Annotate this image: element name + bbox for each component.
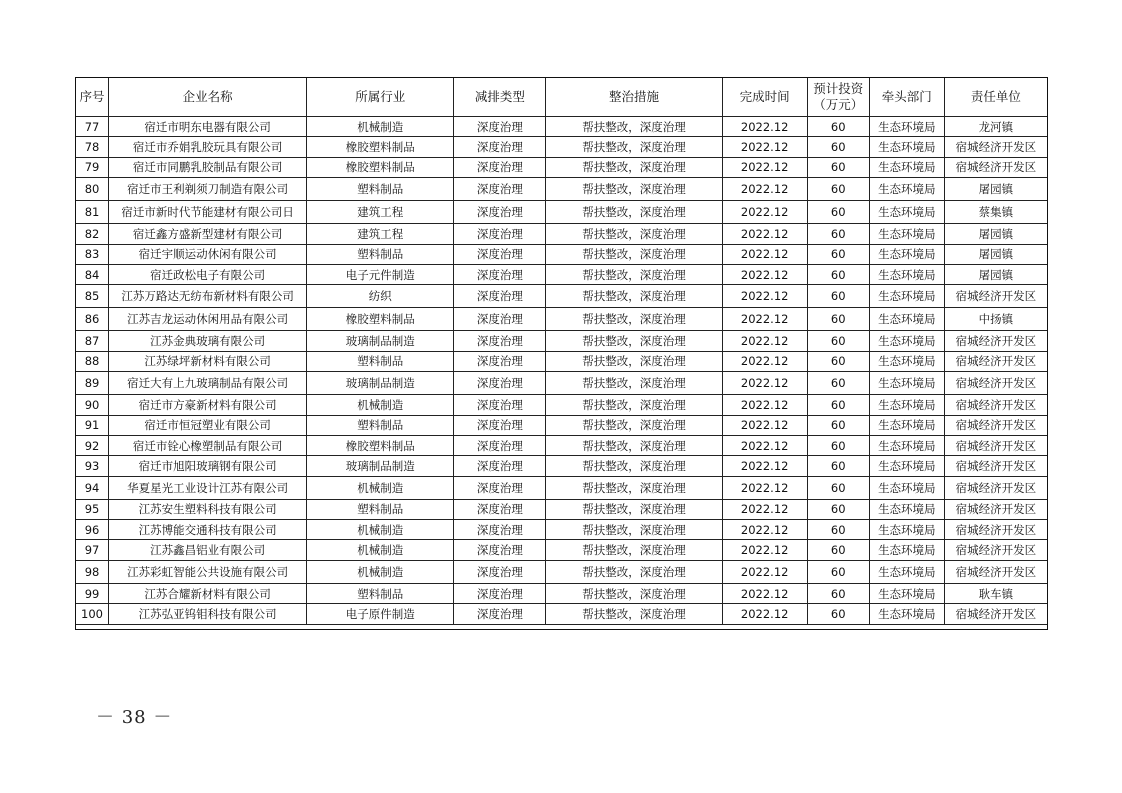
cell-responsible-unit: 宿城经济开发区 [944, 372, 1047, 395]
cell-serial: 94 [76, 476, 109, 499]
cell-measures: 帮扶整改，深度治理 [546, 476, 722, 499]
cell-completion-time: 2022.12 [722, 264, 807, 284]
cell-reduction-type: 深度治理 [454, 540, 546, 560]
cell-company-name: 江苏金典玻璃有限公司 [109, 331, 307, 351]
cell-completion-time: 2022.12 [722, 351, 807, 371]
cell-measures: 帮扶整改，深度治理 [546, 178, 722, 201]
cell-company-name: 宿迁市铨心橡塑制品有限公司 [109, 435, 307, 455]
cell-company-name: 宿迁市明东电器有限公司 [109, 117, 307, 137]
cell-lead-department: 生态环境局 [869, 415, 944, 435]
cell-investment: 60 [807, 137, 869, 157]
cell-reduction-type: 深度治理 [454, 224, 546, 244]
cell-serial: 85 [76, 285, 109, 308]
cell-completion-time: 2022.12 [722, 604, 807, 624]
table-header [76, 78, 1048, 117]
cell-investment: 60 [807, 372, 869, 395]
cell-measures: 帮扶整改，深度治理 [546, 285, 722, 308]
cell-investment: 60 [807, 351, 869, 371]
table-row [76, 201, 1048, 224]
cell-reduction-type: 深度治理 [454, 308, 546, 331]
cell-lead-department: 生态环境局 [869, 224, 944, 244]
table-row [76, 244, 1048, 264]
cell-industry: 电子原件制造 [307, 604, 454, 624]
cell-industry: 机械制造 [307, 520, 454, 540]
cell-responsible-unit: 宿城经济开发区 [944, 560, 1047, 583]
cell-completion-time: 2022.12 [722, 137, 807, 157]
cell-completion-time: 2022.12 [722, 372, 807, 395]
cell-measures: 帮扶整改，深度治理 [546, 157, 722, 177]
cell-company-name: 宿迁市恒冠塑业有限公司 [109, 415, 307, 435]
cell-responsible-unit: 耿车镇 [944, 583, 1047, 603]
table-body [76, 117, 1048, 625]
cell-investment: 60 [807, 395, 869, 415]
cell-measures: 帮扶整改，深度治理 [546, 560, 722, 583]
cell-lead-department: 生态环境局 [869, 201, 944, 224]
cell-measures: 帮扶整改，深度治理 [546, 499, 722, 519]
cell-reduction-type: 深度治理 [454, 264, 546, 284]
cell-responsible-unit: 宿城经济开发区 [944, 351, 1047, 371]
cell-serial: 98 [76, 560, 109, 583]
cell-company-name: 宿迁宇顺运动休闲有限公司 [109, 244, 307, 264]
cell-responsible-unit: 宿城经济开发区 [944, 395, 1047, 415]
cell-responsible-unit: 宿城经济开发区 [944, 520, 1047, 540]
cell-lead-department: 生态环境局 [869, 560, 944, 583]
cell-lead-department: 生态环境局 [869, 499, 944, 519]
cell-lead-department: 生态环境局 [869, 520, 944, 540]
cell-responsible-unit: 屠园镇 [944, 264, 1047, 284]
cell-lead-department: 生态环境局 [869, 137, 944, 157]
cell-company-name: 江苏合耀新材料有限公司 [109, 583, 307, 603]
cell-responsible-unit: 屠园镇 [944, 178, 1047, 201]
cell-serial: 87 [76, 331, 109, 351]
cell-industry: 塑料制品 [307, 583, 454, 603]
cell-serial: 84 [76, 264, 109, 284]
cell-company-name: 宿迁市乔娟乳胶玩具有限公司 [109, 137, 307, 157]
cell-company-name: 宿迁市方豪新材料有限公司 [109, 395, 307, 415]
cell-industry: 塑料制品 [307, 244, 454, 264]
header-industry: 所属行业 [307, 78, 454, 117]
cell-lead-department: 生态环境局 [869, 244, 944, 264]
cell-investment: 60 [807, 476, 869, 499]
cell-completion-time: 2022.12 [722, 560, 807, 583]
table-row [76, 604, 1048, 624]
cell-completion-time: 2022.12 [722, 285, 807, 308]
cell-measures: 帮扶整改，深度治理 [546, 308, 722, 331]
cell-responsible-unit: 宿城经济开发区 [944, 476, 1047, 499]
table-row [76, 540, 1048, 560]
cell-investment: 60 [807, 308, 869, 331]
cell-lead-department: 生态环境局 [869, 331, 944, 351]
cell-reduction-type: 深度治理 [454, 395, 546, 415]
cell-serial: 90 [76, 395, 109, 415]
cell-serial: 95 [76, 499, 109, 519]
header-completion-time: 完成时间 [722, 78, 807, 117]
cell-completion-time: 2022.12 [722, 540, 807, 560]
cell-measures: 帮扶整改，深度治理 [546, 456, 722, 476]
cell-industry: 塑料制品 [307, 351, 454, 371]
cell-completion-time: 2022.12 [722, 520, 807, 540]
cell-serial: 78 [76, 137, 109, 157]
cell-company-name: 江苏博能交通科技有限公司 [109, 520, 307, 540]
cell-industry: 机械制造 [307, 476, 454, 499]
cell-responsible-unit: 屠园镇 [944, 224, 1047, 244]
cell-company-name: 宿迁政松电子有限公司 [109, 264, 307, 284]
cell-serial: 86 [76, 308, 109, 331]
cell-serial: 83 [76, 244, 109, 264]
cell-industry: 电子元件制造 [307, 264, 454, 284]
cell-completion-time: 2022.12 [722, 331, 807, 351]
cell-responsible-unit: 宿城经济开发区 [944, 604, 1047, 624]
table-row [76, 351, 1048, 371]
cell-lead-department: 生态环境局 [869, 604, 944, 624]
cell-investment: 60 [807, 285, 869, 308]
cell-measures: 帮扶整改，深度治理 [546, 520, 722, 540]
table-row [76, 264, 1048, 284]
header-lead-department: 牵头部门 [869, 78, 944, 117]
cell-completion-time: 2022.12 [722, 456, 807, 476]
cell-reduction-type: 深度治理 [454, 157, 546, 177]
cell-industry: 机械制造 [307, 395, 454, 415]
cell-investment: 60 [807, 499, 869, 519]
cell-measures: 帮扶整改，深度治理 [546, 201, 722, 224]
cell-industry: 橡胶塑料制品 [307, 157, 454, 177]
cell-reduction-type: 深度治理 [454, 456, 546, 476]
table-row [76, 520, 1048, 540]
header-reduction-type: 减排类型 [454, 78, 546, 117]
cell-industry: 塑料制品 [307, 178, 454, 201]
cell-investment: 60 [807, 540, 869, 560]
cell-industry: 橡胶塑料制品 [307, 308, 454, 331]
table-row [76, 308, 1048, 331]
cell-reduction-type: 深度治理 [454, 244, 546, 264]
cell-serial: 92 [76, 435, 109, 455]
cell-measures: 帮扶整改，深度治理 [546, 137, 722, 157]
cell-completion-time: 2022.12 [722, 476, 807, 499]
cell-investment: 60 [807, 604, 869, 624]
cell-responsible-unit: 宿城经济开发区 [944, 285, 1047, 308]
cell-measures: 帮扶整改，深度治理 [546, 583, 722, 603]
cell-lead-department: 生态环境局 [869, 476, 944, 499]
table-row [76, 137, 1048, 157]
cell-completion-time: 2022.12 [722, 395, 807, 415]
cell-industry: 机械制造 [307, 117, 454, 137]
cell-company-name: 江苏吉龙运动休闲用品有限公司 [109, 308, 307, 331]
header-measures: 整治措施 [546, 78, 722, 117]
cell-serial: 96 [76, 520, 109, 540]
cell-completion-time: 2022.12 [722, 415, 807, 435]
cell-investment: 60 [807, 331, 869, 351]
cell-reduction-type: 深度治理 [454, 560, 546, 583]
cell-responsible-unit: 宿城经济开发区 [944, 137, 1047, 157]
cell-investment: 60 [807, 201, 869, 224]
cell-measures: 帮扶整改，深度治理 [546, 244, 722, 264]
cell-reduction-type: 深度治理 [454, 117, 546, 137]
table-row [76, 178, 1048, 201]
cell-industry: 玻璃制品制造 [307, 372, 454, 395]
cell-industry: 机械制造 [307, 540, 454, 560]
cell-lead-department: 生态环境局 [869, 285, 944, 308]
cell-serial: 80 [76, 178, 109, 201]
cell-investment: 60 [807, 415, 869, 435]
cell-completion-time: 2022.12 [722, 201, 807, 224]
table-row [76, 499, 1048, 519]
table-row [76, 285, 1048, 308]
cell-reduction-type: 深度治理 [454, 435, 546, 455]
cell-completion-time: 2022.12 [722, 224, 807, 244]
cell-company-name: 宿迁市旭阳玻璃钢有限公司 [109, 456, 307, 476]
cell-industry: 玻璃制品制造 [307, 456, 454, 476]
cell-responsible-unit: 宿城经济开发区 [944, 540, 1047, 560]
table-row [76, 157, 1048, 177]
cell-measures: 帮扶整改，深度治理 [546, 264, 722, 284]
cell-company-name: 江苏彩虹智能公共设施有限公司 [109, 560, 307, 583]
cell-measures: 帮扶整改，深度治理 [546, 351, 722, 371]
cell-investment: 60 [807, 117, 869, 137]
table-row [76, 583, 1048, 603]
cell-responsible-unit: 屠园镇 [944, 244, 1047, 264]
cell-measures: 帮扶整改，深度治理 [546, 372, 722, 395]
cell-lead-department: 生态环境局 [869, 583, 944, 603]
cell-investment: 60 [807, 264, 869, 284]
cell-reduction-type: 深度治理 [454, 331, 546, 351]
cell-investment: 60 [807, 520, 869, 540]
cell-lead-department: 生态环境局 [869, 456, 944, 476]
table-row [76, 415, 1048, 435]
cell-industry: 玻璃制品制造 [307, 331, 454, 351]
table-row [76, 456, 1048, 476]
cell-reduction-type: 深度治理 [454, 178, 546, 201]
cell-investment: 60 [807, 435, 869, 455]
cell-investment: 60 [807, 224, 869, 244]
cell-responsible-unit: 中扬镇 [944, 308, 1047, 331]
cell-investment: 60 [807, 583, 869, 603]
cell-serial: 88 [76, 351, 109, 371]
table-row [76, 435, 1048, 455]
table-row [76, 224, 1048, 244]
cell-measures: 帮扶整改，深度治理 [546, 117, 722, 137]
cell-serial: 93 [76, 456, 109, 476]
cell-serial: 100 [76, 604, 109, 624]
enterprise-table [75, 77, 1048, 625]
cell-industry: 机械制造 [307, 560, 454, 583]
cell-serial: 81 [76, 201, 109, 224]
cell-lead-department: 生态环境局 [869, 372, 944, 395]
cell-serial: 89 [76, 372, 109, 395]
cell-reduction-type: 深度治理 [454, 583, 546, 603]
cell-investment: 60 [807, 560, 869, 583]
cell-company-name: 江苏绿坪新材料有限公司 [109, 351, 307, 371]
header-responsible-unit: 责任单位 [944, 78, 1047, 117]
cell-industry: 建筑工程 [307, 224, 454, 244]
cell-reduction-type: 深度治理 [454, 351, 546, 371]
cell-responsible-unit: 宿城经济开发区 [944, 157, 1047, 177]
page-number: － 38 － [96, 707, 173, 728]
cell-investment: 60 [807, 244, 869, 264]
cell-lead-department: 生态环境局 [869, 178, 944, 201]
cell-measures: 帮扶整改，深度治理 [546, 395, 722, 415]
cell-company-name: 宿迁市王利剃须刀制造有限公司 [109, 178, 307, 201]
cell-responsible-unit: 宿城经济开发区 [944, 415, 1047, 435]
cell-company-name: 江苏万路达无纺布新材料有限公司 [109, 285, 307, 308]
cell-reduction-type: 深度治理 [454, 201, 546, 224]
cell-serial: 79 [76, 157, 109, 177]
cell-industry: 塑料制品 [307, 415, 454, 435]
cell-reduction-type: 深度治理 [454, 372, 546, 395]
table-row [76, 395, 1048, 415]
cell-lead-department: 生态环境局 [869, 351, 944, 371]
cell-measures: 帮扶整改，深度治理 [546, 604, 722, 624]
cell-company-name: 宿迁市同鹏乳胶制品有限公司 [109, 157, 307, 177]
cell-lead-department: 生态环境局 [869, 395, 944, 415]
cell-responsible-unit: 蔡集镇 [944, 201, 1047, 224]
cell-industry: 塑料制品 [307, 499, 454, 519]
table-row [76, 476, 1048, 499]
cell-completion-time: 2022.12 [722, 583, 807, 603]
table-row [76, 331, 1048, 351]
cell-responsible-unit: 宿城经济开发区 [944, 456, 1047, 476]
cell-completion-time: 2022.12 [722, 435, 807, 455]
cell-serial: 99 [76, 583, 109, 603]
cell-company-name: 江苏弘亚钨钼科技有限公司 [109, 604, 307, 624]
cell-reduction-type: 深度治理 [454, 604, 546, 624]
cell-investment: 60 [807, 456, 869, 476]
header-serial: 序号 [76, 78, 109, 117]
cell-serial: 77 [76, 117, 109, 137]
cell-responsible-unit: 宿城经济开发区 [944, 499, 1047, 519]
cell-measures: 帮扶整改，深度治理 [546, 540, 722, 560]
header-company-name: 企业名称 [109, 78, 307, 117]
cell-industry: 纺织 [307, 285, 454, 308]
header-row [76, 78, 1048, 117]
cell-company-name: 宿迁大有上九玻璃制品有限公司 [109, 372, 307, 395]
cell-lead-department: 生态环境局 [869, 157, 944, 177]
cell-investment: 60 [807, 178, 869, 201]
cell-industry: 橡胶塑料制品 [307, 137, 454, 157]
cell-reduction-type: 深度治理 [454, 415, 546, 435]
cell-serial: 91 [76, 415, 109, 435]
cell-measures: 帮扶整改，深度治理 [546, 224, 722, 244]
cell-reduction-type: 深度治理 [454, 520, 546, 540]
cell-lead-department: 生态环境局 [869, 308, 944, 331]
cell-reduction-type: 深度治理 [454, 476, 546, 499]
cell-reduction-type: 深度治理 [454, 285, 546, 308]
cell-measures: 帮扶整改，深度治理 [546, 331, 722, 351]
cell-industry: 建筑工程 [307, 201, 454, 224]
cell-reduction-type: 深度治理 [454, 137, 546, 157]
cell-completion-time: 2022.12 [722, 157, 807, 177]
cell-company-name: 宿迁鑫方盛新型建材有限公司 [109, 224, 307, 244]
cell-lead-department: 生态环境局 [869, 264, 944, 284]
cell-lead-department: 生态环境局 [869, 117, 944, 137]
cell-completion-time: 2022.12 [722, 244, 807, 264]
cell-responsible-unit: 龙河镇 [944, 117, 1047, 137]
cell-completion-time: 2022.12 [722, 308, 807, 331]
cell-lead-department: 生态环境局 [869, 435, 944, 455]
cell-measures: 帮扶整改，深度治理 [546, 415, 722, 435]
cell-serial: 97 [76, 540, 109, 560]
cell-investment: 60 [807, 157, 869, 177]
cell-completion-time: 2022.12 [722, 178, 807, 201]
cell-company-name: 华夏星光工业设计江苏有限公司 [109, 476, 307, 499]
cell-completion-time: 2022.12 [722, 499, 807, 519]
table-row [76, 560, 1048, 583]
table-row [76, 372, 1048, 395]
cell-completion-time: 2022.12 [722, 117, 807, 137]
cell-responsible-unit: 宿城经济开发区 [944, 331, 1047, 351]
cell-reduction-type: 深度治理 [454, 499, 546, 519]
cell-company-name: 江苏安生塑料科技有限公司 [109, 499, 307, 519]
cell-company-name: 宿迁市新时代节能建材有限公司日 [109, 201, 307, 224]
header-investment: 预计投资 （万元） [807, 78, 869, 117]
cell-company-name: 江苏鑫昌铝业有限公司 [109, 540, 307, 560]
cell-industry: 橡胶塑料制品 [307, 435, 454, 455]
cell-serial: 82 [76, 224, 109, 244]
table-row [76, 117, 1048, 137]
cell-measures: 帮扶整改，深度治理 [546, 435, 722, 455]
cell-lead-department: 生态环境局 [869, 540, 944, 560]
cell-responsible-unit: 宿城经济开发区 [944, 435, 1047, 455]
